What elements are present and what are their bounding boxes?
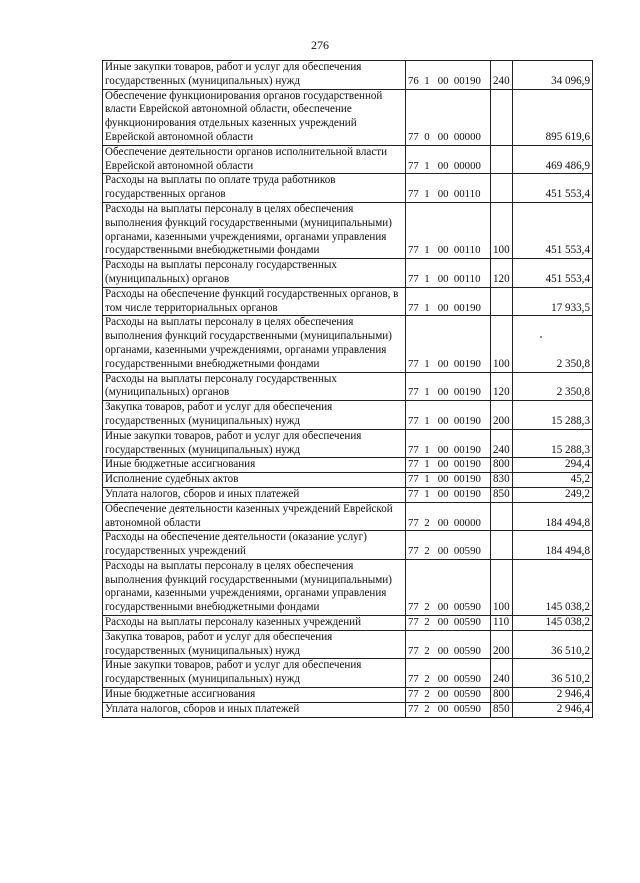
expense-type-cell	[491, 174, 513, 203]
expense-name-cell: Расходы на обеспечение деятельности (оказание услуг) государственных учреждений	[103, 531, 406, 560]
expense-type-cell: 850	[491, 487, 513, 502]
expense-name-cell: Иные бюджетные ассигнования	[103, 458, 406, 473]
amount-cell: 451 553,4	[513, 259, 593, 288]
table-row	[103, 372, 593, 401]
expense-type-cell: 800	[491, 458, 513, 473]
expense-name-cell: Расходы на выплаты персоналу казенных учреждений	[103, 616, 406, 631]
expense-type-cell	[491, 145, 513, 174]
amount-cell: 451 553,4	[513, 202, 593, 258]
expense-type-cell: 100	[491, 202, 513, 258]
expense-name-cell: Уплата налогов, сборов и иных платежей	[103, 702, 406, 717]
target-code-cell: 76 1 00 00190	[406, 61, 491, 90]
table-row	[103, 145, 593, 174]
target-code-cell: 77 1 00 00110	[406, 259, 491, 288]
table-row	[103, 702, 593, 717]
expense-type-cell: 110	[491, 616, 513, 631]
target-code-cell: 77 1 00 00190	[406, 287, 491, 316]
target-code-cell: 77 1 00 00190	[406, 401, 491, 430]
target-code-cell: 77 1 00 00190	[406, 458, 491, 473]
page-number: 276	[311, 38, 329, 52]
amount-cell: 2 350,8	[513, 372, 593, 401]
expense-type-cell: 100	[491, 316, 513, 372]
amount-cell: 469 486,9	[513, 145, 593, 174]
amount-cell: 36 510,2	[513, 630, 593, 659]
target-code-cell: 77 1 00 00110	[406, 174, 491, 203]
table-row	[103, 688, 593, 703]
expense-type-cell: 830	[491, 473, 513, 488]
amount-cell: 451 553,4	[513, 174, 593, 203]
expense-type-cell: 200	[491, 630, 513, 659]
target-code-cell: 77 2 00 00000	[406, 502, 491, 531]
target-code-cell: 77 1 00 00110	[406, 202, 491, 258]
target-code-cell: 77 2 00 00590	[406, 688, 491, 703]
amount-cell: 36 510,2	[513, 659, 593, 688]
table-row	[103, 473, 593, 488]
expense-name-cell: Иные закупки товаров, работ и услуг для обеспечения государственных (муниципальных) нужд	[103, 429, 406, 458]
amount-cell: 2 946,4	[513, 702, 593, 717]
amount-cell: 249,2	[513, 487, 593, 502]
table-row	[103, 487, 593, 502]
target-code-cell: 77 1 00 00190	[406, 316, 491, 372]
expense-type-cell: 120	[491, 372, 513, 401]
expense-type-cell: 200	[491, 401, 513, 430]
target-code-cell: 77 1 00 00000	[406, 145, 491, 174]
target-code-cell: 77 2 00 00590	[406, 702, 491, 717]
target-code-cell: 77 1 00 00190	[406, 473, 491, 488]
table-row	[103, 458, 593, 473]
expense-name-cell: Расходы на выплаты персоналу в целях обеспечения выполнения функций государственными (муниципальными) органами, казенными учреждениями, органами управления государственными внебюджетными фондами	[103, 316, 406, 372]
budget-table-body	[103, 61, 593, 718]
amount-cell: 2 946,4	[513, 688, 593, 703]
expense-type-cell: 800	[491, 688, 513, 703]
target-code-cell: 77 1 00 00190	[406, 429, 491, 458]
expense-name-cell: Расходы на выплаты персоналу государственных (муниципальных) органов	[103, 259, 406, 288]
budget-table	[102, 60, 593, 718]
target-code-cell: 77 2 00 00590	[406, 559, 491, 615]
scan-speck	[540, 336, 542, 338]
expense-name-cell: Обеспечение деятельности органов исполнительной власти Еврейской автономной области	[103, 145, 406, 174]
expense-type-cell: 100	[491, 559, 513, 615]
expense-name-cell: Закупка товаров, работ и услуг для обеспечения государственных (муниципальных) нужд	[103, 401, 406, 430]
expense-type-cell	[491, 89, 513, 145]
amount-cell: 145 038,2	[513, 559, 593, 615]
amount-cell: 45,2	[513, 473, 593, 488]
expense-type-cell: 240	[491, 429, 513, 458]
amount-cell: 145 038,2	[513, 616, 593, 631]
expense-name-cell: Обеспечение деятельности казенных учреждений Еврейской автономной области	[103, 502, 406, 531]
expense-type-cell	[491, 287, 513, 316]
amount-cell: 184 494,8	[513, 502, 593, 531]
expense-name-cell: Уплата налогов, сборов и иных платежей	[103, 487, 406, 502]
expense-type-cell: 240	[491, 659, 513, 688]
table-row	[103, 630, 593, 659]
expense-name-cell: Иные закупки товаров, работ и услуг для обеспечения государственных (муниципальных) нужд	[103, 659, 406, 688]
expense-name-cell: Исполнение судебных актов	[103, 473, 406, 488]
amount-cell: 15 288,3	[513, 401, 593, 430]
table-row	[103, 174, 593, 203]
target-code-cell: 77 2 00 00590	[406, 616, 491, 631]
table-row	[103, 89, 593, 145]
table-row	[103, 429, 593, 458]
amount-cell: 184 494,8	[513, 531, 593, 560]
amount-cell: 17 933,5	[513, 287, 593, 316]
expense-type-cell	[491, 531, 513, 560]
expense-name-cell: Расходы на выплаты по оплате труда работников государственных органов	[103, 174, 406, 203]
expense-name-cell: Расходы на выплаты персоналу государственных (муниципальных) органов	[103, 372, 406, 401]
table-row	[103, 61, 593, 90]
amount-cell: 895 619,6	[513, 89, 593, 145]
target-code-cell: 77 0 00 00000	[406, 89, 491, 145]
expense-name-cell: Расходы на выплаты персоналу в целях обеспечения выполнения функций государственными (муниципальными) органами, казенными учреждениями, органами управления государственными внебюджетными фондами	[103, 559, 406, 615]
table-row	[103, 316, 593, 372]
table-row	[103, 502, 593, 531]
expense-type-cell: 240	[491, 61, 513, 90]
amount-cell: 294,4	[513, 458, 593, 473]
table-row	[103, 659, 593, 688]
target-code-cell: 77 2 00 00590	[406, 659, 491, 688]
amount-cell: 2 350,8	[513, 316, 593, 372]
table-row	[103, 401, 593, 430]
table-row	[103, 559, 593, 615]
amount-cell: 15 288,3	[513, 429, 593, 458]
expense-type-cell	[491, 502, 513, 531]
expense-name-cell: Иные бюджетные ассигнования	[103, 688, 406, 703]
target-code-cell: 77 1 00 00190	[406, 487, 491, 502]
amount-cell: 34 096,9	[513, 61, 593, 90]
expense-name-cell: Иные закупки товаров, работ и услуг для обеспечения государственных (муниципальных) нужд	[103, 61, 406, 90]
target-code-cell: 77 1 00 00190	[406, 372, 491, 401]
target-code-cell: 77 2 00 00590	[406, 531, 491, 560]
expense-name-cell: Закупка товаров, работ и услуг для обеспечения государственных (муниципальных) нужд	[103, 630, 406, 659]
expense-name-cell: Расходы на выплаты персоналу в целях обеспечения выполнения функций государственными (муниципальными) органами, казенными учреждениями, органами управления государственными внебюджетными фондами	[103, 202, 406, 258]
expense-name-cell: Обеспечение функционирования органов государственной власти Еврейской автономной области, обеспечение функционирования отдельных казенных учреждений Еврейской автономной области	[103, 89, 406, 145]
expense-type-cell: 850	[491, 702, 513, 717]
target-code-cell: 77 2 00 00590	[406, 630, 491, 659]
expense-name-cell: Расходы на обеспечение функций государственных органов, в том числе территориальных органов	[103, 287, 406, 316]
table-row	[103, 287, 593, 316]
table-row	[103, 202, 593, 258]
table-row	[103, 616, 593, 631]
table-row	[103, 259, 593, 288]
table-row	[103, 531, 593, 560]
expense-type-cell: 120	[491, 259, 513, 288]
